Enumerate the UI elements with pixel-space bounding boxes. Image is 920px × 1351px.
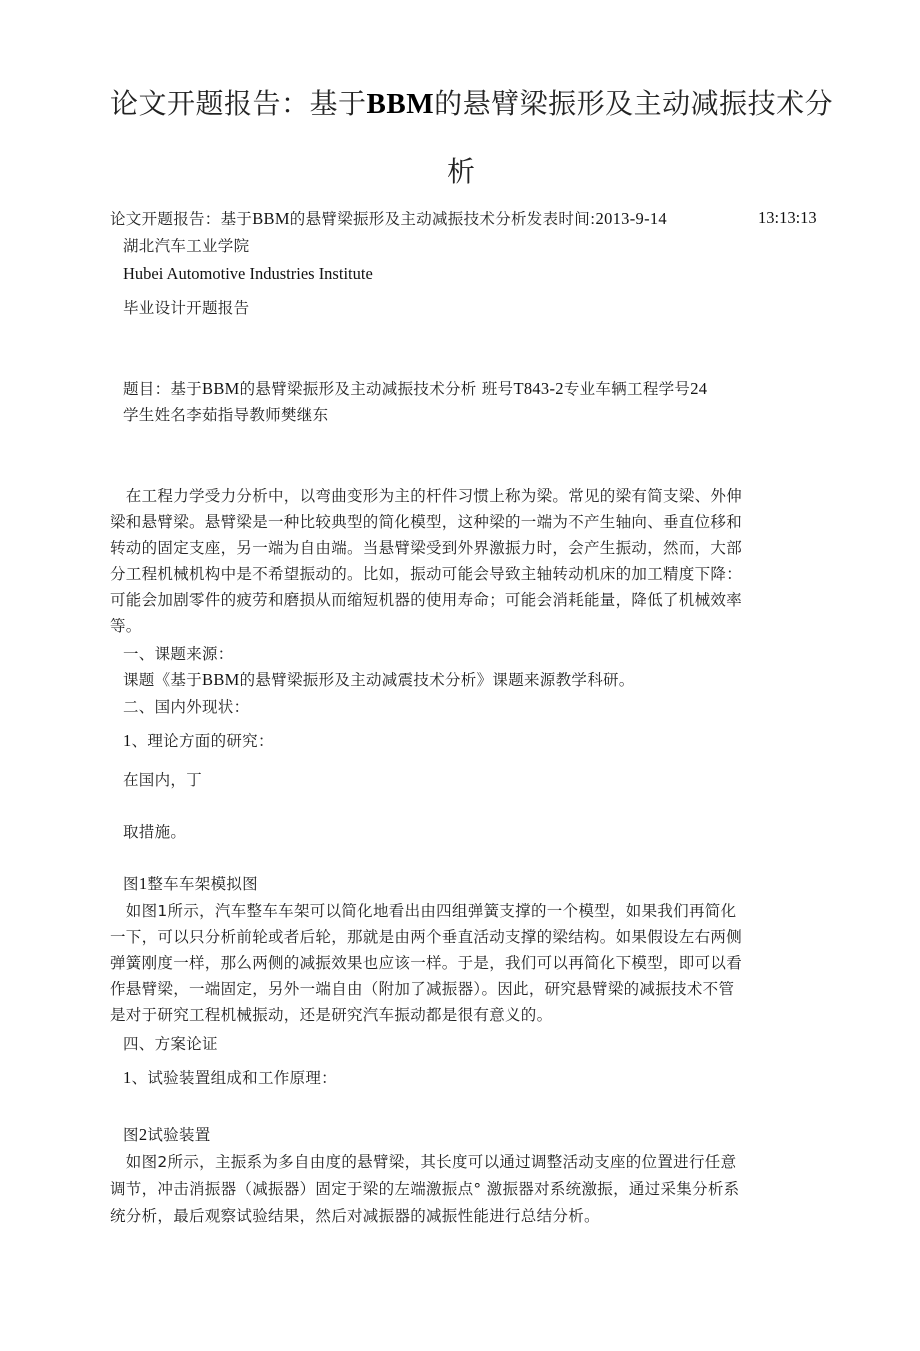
meta-text: 论文开题报告：基于 xyxy=(110,210,253,228)
section-1-text: 的悬臂梁振形及主动减震技术分析》课题来源教学科研。 xyxy=(239,671,635,689)
section-4-heading: 四、方案论证 xyxy=(123,1035,218,1053)
title-text: 论文开题报告：基于 xyxy=(110,87,367,120)
title-latin: BBM xyxy=(366,88,435,120)
figure-2-paragraph-line: 调节，冲击消振器（减振器）固定于梁的左端激振点° 激振器对系统激振，通过采集分析系 xyxy=(110,1180,740,1198)
document-title-line-2: 析 xyxy=(447,155,476,188)
student-number: 24 xyxy=(690,379,708,398)
caption-text: 整车车架模拟图 xyxy=(147,875,258,893)
section-1-text: 课题《基于 xyxy=(123,671,203,689)
meta-text: 的悬臂梁振形及主动减振技术分析发表时间: xyxy=(289,210,596,228)
figure-1-paragraph-line: 一下，可以只分析前轮或者后轮，那就是由两个垂直活动支撑的梁结构。如果假设左右两侧 xyxy=(110,928,743,946)
subheading-number: 1 xyxy=(123,1068,132,1087)
intro-paragraph-line: 转动的固定支座，另一端为自由端。当悬臂梁受到外界激振力时，会产生振动，然而，大部 xyxy=(110,539,743,557)
class-number: T843-2 xyxy=(513,379,564,398)
topic-latin: BBM xyxy=(202,379,240,398)
intro-paragraph-line: 在工程力学受力分析中，以弯曲变形为主的杆件习惯上称为梁。常见的梁有简支梁、外伸 xyxy=(110,487,743,505)
figure-2-paragraph-line: 统分析，最后观察试验结果，然后对减振器的减振性能进行总结分析。 xyxy=(110,1207,600,1225)
intro-paragraph-line: 梁和悬臂梁。悬臂梁是一种比较典型的简化模型，这种梁的一端为不产生轴向、垂直位移和 xyxy=(110,513,743,531)
intro-paragraph-line: 可能会加剧零件的疲劳和磨损从而缩短机器的使用寿命；可能会消耗能量，降低了机械效率 xyxy=(110,591,743,609)
topic-line xyxy=(123,377,707,399)
publish-meta xyxy=(110,207,667,229)
figure-1-paragraph-line: 如图1所示，汽车整车车架可以简化地看出由四组弹簧支撑的一个模型，如果我们再简化 xyxy=(110,902,737,920)
figure-1-paragraph-line: 弹簧刚度一样，那么两侧的减振效果也应该一样。于是，我们可以再简化下模型，即可以看 xyxy=(110,954,743,972)
section-4-subheading-1 xyxy=(123,1066,337,1088)
meta-latin: BBM xyxy=(252,209,290,228)
figure-2-caption xyxy=(123,1123,211,1145)
subheading-text: 、试验装置组成和工作原理： xyxy=(131,1069,337,1087)
figure-1-caption xyxy=(123,872,258,894)
topic-text: 的悬臂梁振形及主动减振技术分析 班号 xyxy=(239,380,514,398)
subheading-number: 1 xyxy=(123,731,132,750)
subheading-text: 、理论方面的研究： xyxy=(131,732,274,750)
section-2-subheading-1 xyxy=(123,729,274,751)
publish-time: 13:13:13 xyxy=(758,208,817,227)
intro-paragraph-line: 等。 xyxy=(110,617,142,635)
section-1-body xyxy=(123,668,635,690)
figure-1-paragraph-line: 作悬臂梁，一端固定，另外一端自由（附加了减振器）。因此，研究悬臂梁的减振技术不管 xyxy=(110,980,735,998)
figure-number: 1 xyxy=(138,874,148,893)
figure-2-paragraph-line: 如图2所示，主振系为多自由度的悬臂梁，其长度可以通过调整活动支座的位置进行任意 xyxy=(110,1153,737,1171)
student-line: 学生姓名李茹指导教师樊继东 xyxy=(123,406,329,424)
topic-text: 题目：基于 xyxy=(123,380,203,398)
caption-text: 图 xyxy=(123,1126,139,1144)
title-text: 的悬臂梁振形及主动减振技术分 xyxy=(434,87,834,120)
report-type: 毕业设计开题报告 xyxy=(123,299,250,317)
school-name-en: Hubei Automotive Industries Institute xyxy=(123,264,373,283)
caption-text: 图 xyxy=(123,875,139,893)
intro-paragraph-line: 分工程机械机构中是不希望振动的。比如，振动可能会导致主轴转动机床的加工精度下降： xyxy=(110,565,743,583)
figure-number: 2 xyxy=(138,1125,148,1144)
topic-text: 专业车辆工程学号 xyxy=(563,380,691,398)
section-1-heading: 一、课题来源： xyxy=(123,645,234,663)
domestic-line: 在国内，丁 xyxy=(123,771,203,789)
section-2-heading: 二、国内外现状： xyxy=(123,698,250,716)
document-title-line-1 xyxy=(110,82,833,122)
publish-date: 2013-9-14 xyxy=(595,209,667,228)
figure-1-paragraph-line: 是对于研究工程机械振动，还是研究汽车振动都是很有意义的。 xyxy=(110,1006,553,1024)
caption-text: 试验装置 xyxy=(147,1126,211,1144)
measures-line: 取措施。 xyxy=(123,823,187,841)
section-1-latin: BBM xyxy=(202,670,240,689)
school-name-cn: 湖北汽车工业学院 xyxy=(123,237,250,255)
